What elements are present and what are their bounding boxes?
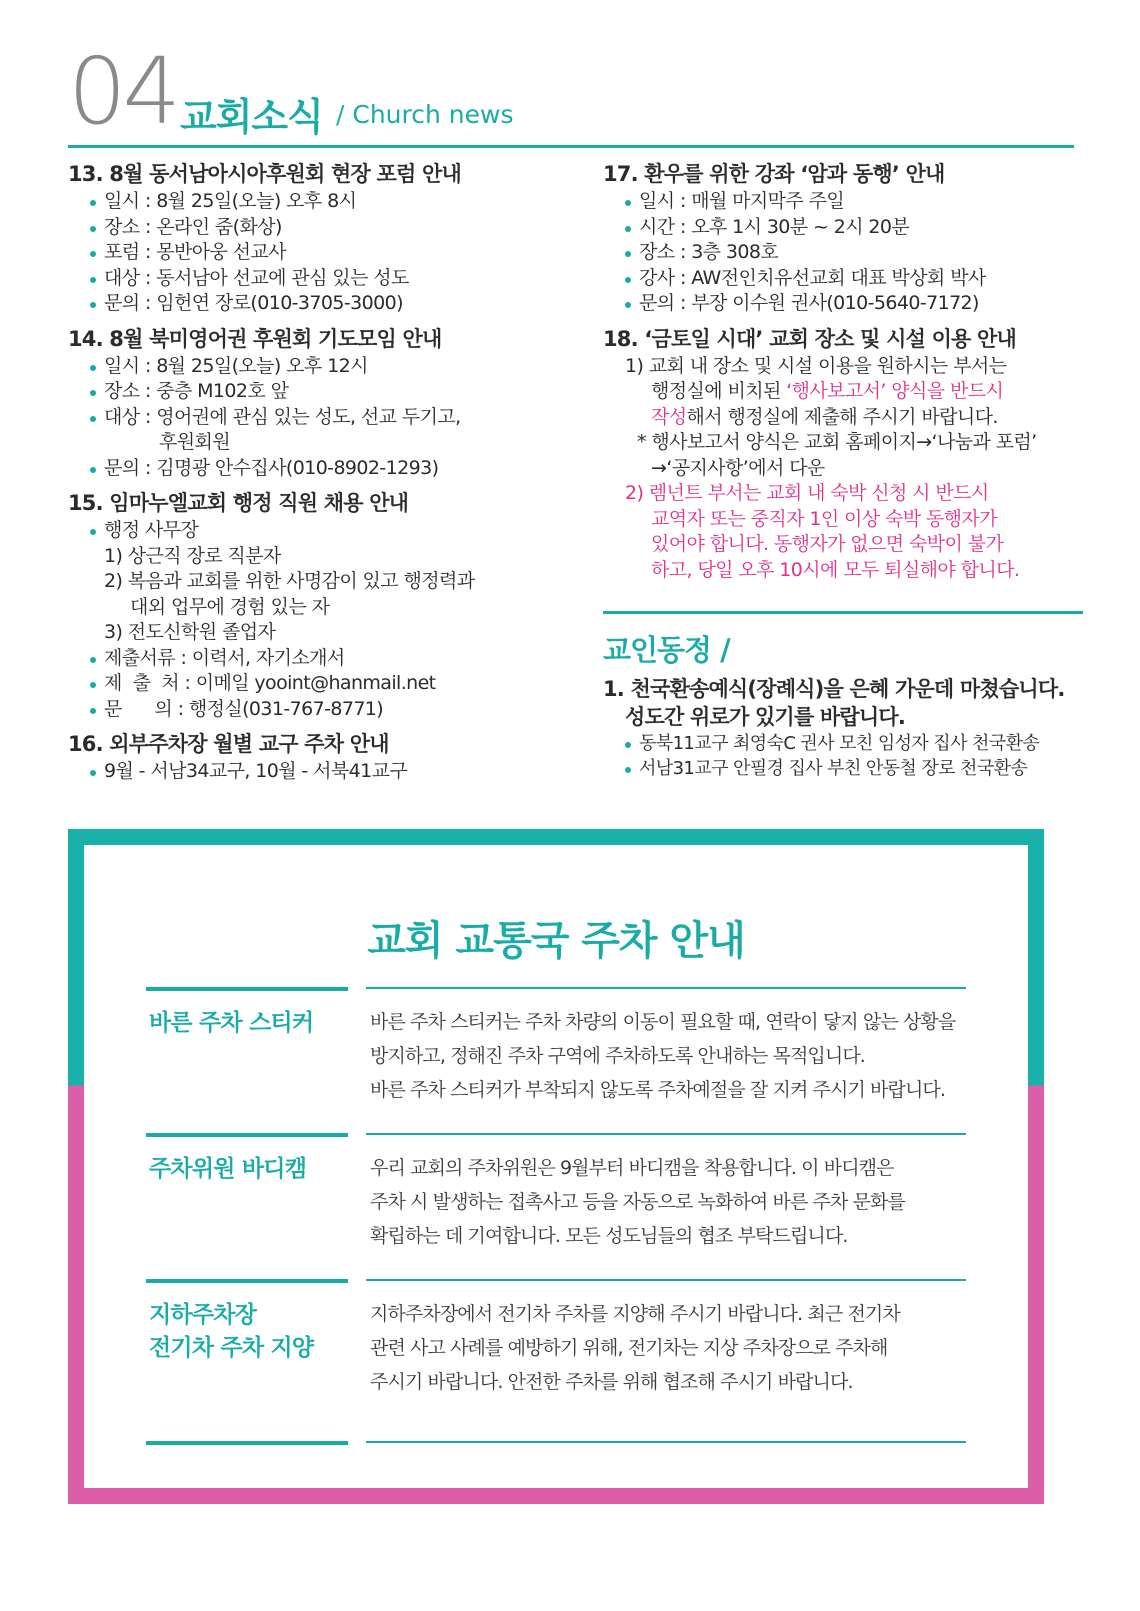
list-item: 문의 : 김명광 안수집사(010-8902-1293) — [88, 456, 568, 482]
parking-row-body — [370, 1005, 970, 1107]
heading-line: 1. 천국환송예식(장례식)을 은혜 가운데 마쳤습니다. — [603, 677, 1065, 701]
body-line: 확립하는 데 기여합니다. 모든 성도님들의 협조 부탁드립니다. — [370, 1225, 848, 1247]
row-rule-left — [146, 1133, 348, 1137]
paragraph-line — [625, 379, 1083, 405]
body-line: 우리 교회의 주차위원은 9월부터 바디캠을 착용합니다. 이 바디캠은 — [370, 1157, 894, 1179]
paragraph-text: 행정실에 비치된 — [651, 380, 787, 402]
list-item: 행정 사무장 — [88, 518, 568, 544]
row-rule-left — [146, 987, 348, 991]
left-column — [68, 160, 568, 793]
parking-row-label — [149, 1299, 349, 1365]
list-item: 제 출 처 : 이메일 yooint@hanmail.net — [88, 671, 568, 697]
highlight-text: 작성 — [651, 405, 687, 428]
body-line: 바른 주차 스티커는 주차 차량의 이동이 필요할 때, 연락이 닿지 않는 상황을 — [370, 1011, 956, 1033]
list-item: 일시 : 8월 25일(오늘) 오후 8시 — [88, 189, 568, 215]
body-line: 주차 시 발생하는 접촉사고 등을 자동으로 녹화하여 바른 주차 문화를 — [370, 1191, 905, 1213]
paragraph-line — [625, 405, 1083, 431]
list-item-text: 대상 : 영어권에 관심 있는 성도, 선교 두기고, — [104, 405, 461, 428]
notice-title: 14. 8월 북미영어권 후원회 기도모임 안내 — [68, 326, 442, 351]
label-line: 주차위원 바디캠 — [149, 1156, 307, 1182]
list-item: 문의 : 부장 이수원 권사(010-5640-7172) — [623, 291, 1083, 317]
note-line: * 행사보고서 양식은 교회 홈페이지→‘나눔과 포럼’ — [637, 431, 1037, 453]
parking-row-label — [149, 1007, 349, 1040]
body-line: 관련 사고 사례를 예방하기 위해, 전기차는 지상 주차장으로 주차해 — [370, 1337, 888, 1359]
label-line: 바른 주차 스티커 — [149, 1010, 314, 1036]
list-item: 장소 : 온라인 줌(화상) — [88, 215, 568, 241]
highlight-line: 있어야 합니다. 동행자가 없으면 숙박이 불가 — [651, 533, 1004, 555]
section-number: 04 — [68, 38, 178, 145]
body-line: 주시기 바랍니다. 안전한 주차를 위해 협조해 주시기 바랍니다. — [370, 1371, 853, 1393]
notice-paragraph-1 — [603, 354, 1083, 584]
header-rule — [68, 145, 1074, 148]
highlight-text: ‘행사보고서’ 양식을 반드시 — [786, 380, 1004, 402]
body-line: 방지하고, 정해진 주차 구역에 주차하도록 안내하는 목적입니다. — [370, 1045, 865, 1067]
parking-title: 교회 교통국 주차 안내 — [367, 918, 745, 964]
list-item: 9월 - 서남34교구, 10월 - 서북41교구 — [88, 759, 568, 785]
paragraph-line: 1) 교회 내 장소 및 시설 이용을 원하시는 부서는 — [625, 354, 1007, 377]
notice-title: 13. 8월 동서남아시아후원회 현장 포럼 안내 — [68, 162, 461, 186]
list-item: 시간 : 오후 1시 30분 ~ 2시 20분 — [623, 215, 1083, 241]
parking-info-inner — [84, 845, 1028, 1488]
list-item-continuation: 후원회원 — [159, 431, 231, 453]
member-news-title: 교인동정 / — [603, 633, 730, 667]
page-subtitle: / Church news — [336, 100, 514, 129]
row-rule-left — [146, 1279, 348, 1283]
parking-row-label — [149, 1153, 349, 1186]
body-line: 바른 주차 스티커가 부착되지 않도록 주차예절을 잘 지켜 주시기 바랍니다. — [370, 1079, 946, 1101]
body-line: 지하주차장에서 전기차 주차를 지양해 주시기 바랍니다. 최근 전기차 — [370, 1303, 900, 1325]
list-item: 일시 : 8월 25일(오늘) 오후 12시 — [88, 354, 568, 380]
list-item: 장소 : 중층 M102호 앞 — [88, 379, 568, 405]
list-item: 서남31교구 안필경 집사 부친 안동철 장로 천국환송 — [623, 756, 1083, 781]
paragraph-text: 해서 행정실에 제출해 주시기 바랍니다. — [686, 405, 998, 428]
numbered-item — [104, 569, 568, 620]
parking-row-body — [370, 1151, 970, 1253]
list-item: 포럼 : 몽반아웅 선교사 — [88, 240, 568, 266]
list-item: 문의 : 임헌연 장로(010-3705-3000) — [88, 291, 568, 317]
numbered-item: 1) 상근직 장로 직분자 — [104, 544, 281, 567]
list-item: 강사 : AW전인치유선교회 대표 박상회 박사 — [623, 266, 1083, 292]
label-line: 전기차 주차 지양 — [149, 1335, 314, 1361]
notice-title: 16. 외부주차장 월별 교구 주차 안내 — [68, 732, 389, 756]
notice-15 — [68, 489, 568, 722]
page-title: 교회소식 — [180, 95, 323, 139]
row-rule-right — [366, 1133, 966, 1135]
notice-16 — [68, 730, 568, 785]
parking-row-body — [370, 1297, 970, 1399]
bottom-rule-left — [146, 1441, 348, 1445]
label-line: 지하주차장 — [149, 1302, 257, 1328]
bottom-rule-right — [366, 1441, 966, 1443]
member-news-heading — [603, 675, 1083, 731]
notice-13 — [68, 160, 568, 317]
numbered-item-text: 2) 복음과 교회를 위한 사명감이 있고 행정력과 — [104, 570, 475, 592]
notice-title: 18. ‘금토일 시대’ 교회 장소 및 시설 이용 안내 — [603, 326, 1017, 351]
heading-line: 성도간 위로가 있기를 바랍니다. — [625, 705, 906, 729]
notice-title: 15. 임마누엘교회 행정 직원 채용 안내 — [68, 491, 409, 515]
list-item: 동북11교구 최영숙C 권사 모친 임성자 집사 천국환송 — [623, 731, 1083, 756]
numbered-item: 3) 전도신학원 졸업자 — [104, 621, 276, 643]
note-line: →‘공지사항’에서 다운 — [651, 456, 825, 479]
parking-info-box — [68, 829, 1044, 1504]
list-item: 대상 : 동서남아 선교에 관심 있는 성도 — [88, 266, 568, 292]
right-column — [603, 160, 1083, 781]
numbered-item-continuation: 대외 업무에 경험 있는 자 — [130, 595, 330, 618]
highlight-line: 하고, 당일 오후 10시에 모두 퇴실해야 합니다. — [651, 558, 1020, 581]
list-item: 문 의 : 행정실(031-767-8771) — [88, 697, 568, 723]
notice-17 — [603, 160, 1083, 317]
notice-18 — [603, 325, 1083, 584]
list-item: 일시 : 매월 마지막주 주일 — [623, 189, 1083, 215]
row-rule-right — [366, 1279, 966, 1281]
notice-14 — [68, 325, 568, 482]
list-item — [88, 405, 568, 456]
list-item: 제출서류 : 이력서, 자기소개서 — [88, 646, 568, 672]
member-news — [603, 628, 1083, 781]
list-item: 장소 : 3층 308호 — [623, 240, 1083, 266]
section-divider — [603, 611, 1083, 614]
highlight-line: 2) 렘넌트 부서는 교회 내 숙박 신청 시 반드시 — [625, 482, 989, 504]
page-header — [68, 38, 1074, 148]
row-rule-right — [366, 987, 966, 989]
highlight-line: 교역자 또는 중직자 1인 이상 숙박 동행자가 — [651, 507, 997, 530]
notice-title: 17. 환우를 위한 강좌 ‘암과 동행’ 안내 — [603, 162, 945, 186]
